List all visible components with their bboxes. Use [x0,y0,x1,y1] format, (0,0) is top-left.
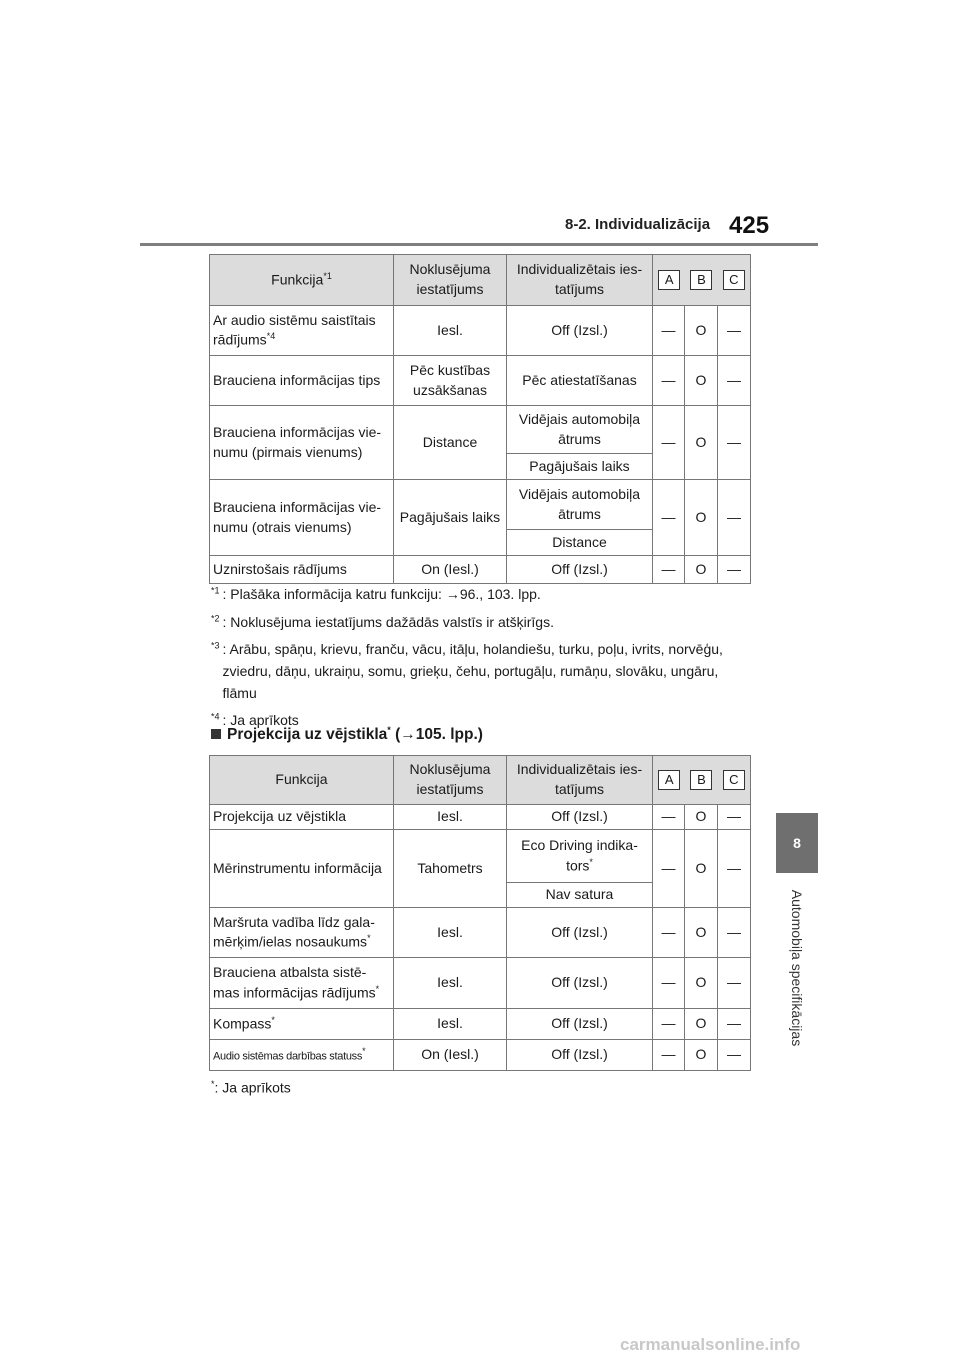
settings-table-2 [209,755,751,1071]
header-default: Noklusējuma iestatījums [394,756,507,805]
header-abc [653,255,751,306]
footnote: *: Ja aprīkots [211,1079,291,1096]
footnote: $^{*4}$ : Ja aprīkots [211,711,299,729]
footnote: $^{*2}$ : Noklusējuma iestatījums dažādās valstīs ir atšķirīgs. [211,613,554,630]
header-abc [653,756,751,805]
header-funkcija: Funkcija$^{*1}$ [210,255,394,306]
square-bullet-icon [211,729,221,739]
table-row: Audio sistēmas darbības statuss* On (Iesl.) Off (Izsl.) — O — [210,1040,751,1071]
table-row: Projekcija uz vējstikla Iesl. Off (Izsl.) — O — [210,805,751,830]
box-b: B [690,770,712,790]
box-a: A [658,270,680,290]
header-divider [140,243,818,246]
box-b: B [690,270,712,290]
table-row: Brauciena informācijas tips Pēc kustības uzsākšanas Pēc atiestatīšanas — O — [210,356,751,406]
box-c: C [723,270,745,290]
footnotes [211,584,751,738]
section-title: 8-2. Individualizācija [565,216,711,233]
table-row: Brauciena informācijas vie- numu (pirmais vienums) Distance Vidējais automobiļa ātrums — O — [210,406,751,454]
header-funkcija: Funkcija [210,756,394,805]
box-c: C [723,770,745,790]
chapter-tab: 8 [776,813,818,873]
table-row: Pagājušais laiks [210,454,751,480]
section-heading: Projekcija uz vējstikla* (→105. lpp.) [211,725,483,744]
footnote: $^{*1}$ : Plašāka informācija katru funkciju: →96., 103. lpp. [211,585,541,602]
box-a: A [658,770,680,790]
table-row: Kompass* Iesl. Off (Izsl.) — O — [210,1009,751,1040]
watermark: carmanualsonline.info [620,1335,801,1354]
header-custom: Individualizētais ies- tatījums [507,255,653,306]
header-custom: Individualizētais ies- tatījums [507,756,653,805]
table-row: Brauciena atbalsta sistē- mas informācijas rādījums* Iesl. Off (Izsl.) — O — [210,958,751,1009]
table-row: Mērinstrumentu informācija Tahometrs Eco Driving indika- tors* — O — [210,830,751,883]
table-row: Ar audio sistēmu saistītais rādījums$^{*4}$ Iesl. Off (Izsl.) — O — [210,306,751,356]
table-row: Uznirstošais rādījums On (Iesl.) Off (Izsl.) — O — [210,556,751,584]
page-number: 425 [729,212,770,239]
table-row: Brauciena informācijas vie- numu (otrais vienums) Pagājušais laiks Vidējais automobiļa ātrums — O — [210,480,751,530]
footnote: $^{*3}$ : Arābu, spāņu, krievu, franču, vācu, itāļu, holandiešu, turku, poļu, ivrits, norvēģu, zviedru, dāņu, ukraiņu, somu, grieķu, čehu, portugāļu, rumāņu, slovāku, ungāru, flāmu [211,640,723,701]
header-default: Noklusējuma iestatījums [394,255,507,306]
chapter-label: Automobiļa specifikācijas [789,889,805,1047]
table-row: Nav satura [210,883,751,908]
settings-table-1 [209,254,751,584]
table-row: Maršruta vadība līdz gala- mērķim/ielas nosaukums* Iesl. Off (Izsl.) — O — [210,908,751,958]
table-row: Distance [210,530,751,556]
